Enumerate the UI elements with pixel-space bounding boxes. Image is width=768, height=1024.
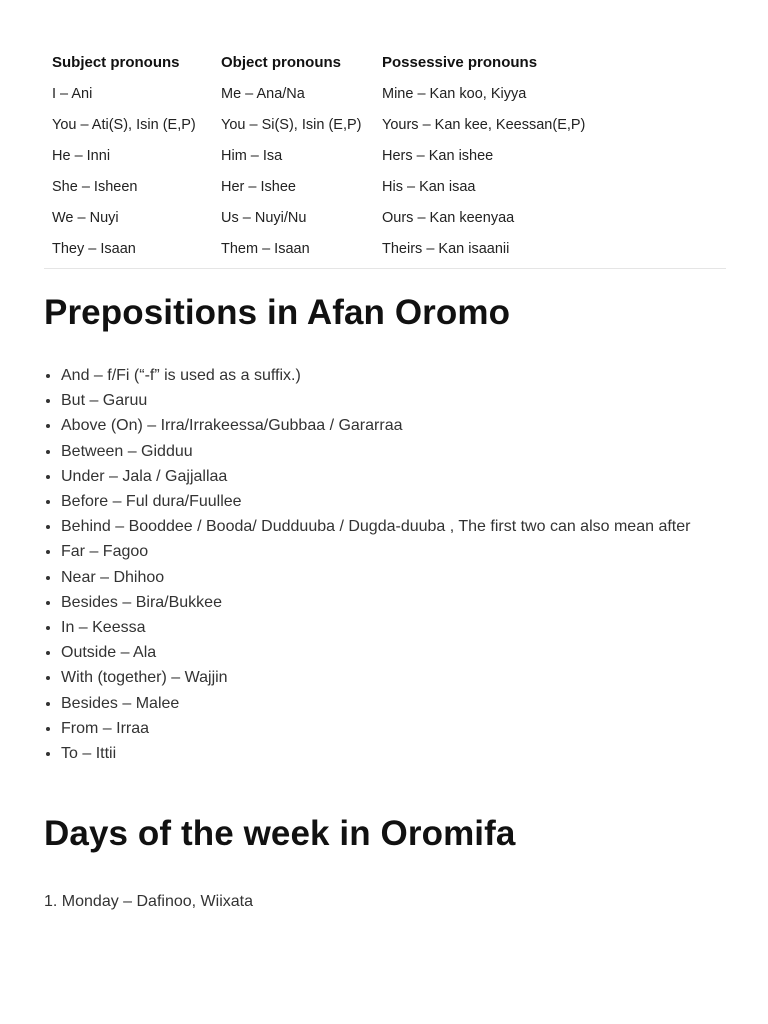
list-item: • Behind – Booddee / Booda/ Dudduuba / Dugda-duuba , The first two can also mean after [61, 514, 726, 539]
table-cell: You – Si(S), Isin (E,P) [221, 117, 362, 133]
table-cell: They – Isaan [44, 234, 213, 269]
list-item: • Under – Jala / Gajjallaa [61, 464, 726, 489]
header-object-pronouns: Object pronouns [221, 54, 341, 71]
table-cell: She – Isheen [52, 179, 138, 195]
list-item: • But – Garuu [61, 388, 726, 413]
list-item: • Near – Dhihoo [61, 565, 726, 590]
document-page [44, 0, 726, 914]
prepositions-heading: Prepositions in Afan Oromo [44, 293, 511, 332]
list-item: 1. Monday – Dafinoo, Wiixata [44, 893, 253, 911]
header-possessive-pronouns: Possessive pronouns [382, 54, 538, 71]
table-cell: We – Nuyi [52, 210, 119, 226]
prepositions-list [44, 363, 726, 766]
table-cell: Her – Ishee [221, 179, 296, 195]
table-cell: Mine – Kan koo, Kiyya [382, 86, 527, 102]
table-header-row [44, 48, 726, 79]
table-row [44, 141, 726, 172]
table-cell: He – Inni [52, 148, 111, 164]
list-item: • Far – Fagoo [61, 539, 726, 564]
days-heading: Days of the week in Oromifa [44, 814, 516, 854]
table-row [44, 79, 726, 110]
table-cell: I – Ani [52, 86, 93, 102]
list-item: • With (together) – Wajjin [61, 665, 726, 690]
list-item: • Besides – Bira/Bukkee [61, 590, 726, 615]
table-cell: Hers – Kan ishee [382, 148, 494, 164]
list-item: • Outside – Ala [61, 640, 726, 665]
table-row [44, 110, 726, 141]
table-cell: Ours – Kan keenyaa [382, 210, 515, 226]
list-item: • Before – Ful dura/Fuullee [61, 489, 726, 514]
table-row [44, 203, 726, 234]
days-list [44, 890, 726, 914]
table-cell: Him – Isa [221, 148, 283, 164]
table-cell: Me – Ana/Na [221, 86, 305, 102]
table-cell: Theirs – Kan isaanii [374, 234, 726, 269]
list-item: • To – Ittii [61, 741, 726, 766]
table-cell: Yours – Kan kee, Keessan(E,P) [382, 117, 586, 133]
list-item: • Above (On) – Irra/Irrakeessa/Gubbaa / Gararraa [61, 413, 726, 438]
table-cell: His – Kan isaa [382, 179, 476, 195]
list-item: • From – Irraa [61, 716, 726, 741]
table-cell: Us – Nuyi/Nu [221, 210, 307, 226]
table-cell: You – Ati(S), Isin (E,P) [52, 117, 196, 133]
table-row [44, 234, 726, 269]
list-item: • Between – Gidduu [61, 439, 726, 464]
pronoun-table [44, 48, 726, 269]
list-item: • In – Keessa [61, 615, 726, 640]
list-item: • And – f/Fi (“-f” is used as a suffix.) [61, 363, 726, 388]
list-item: • Besides – Malee [61, 691, 726, 716]
table-cell: Them – Isaan [213, 234, 374, 269]
header-subject-pronouns: Subject pronouns [52, 54, 180, 71]
table-row [44, 172, 726, 203]
